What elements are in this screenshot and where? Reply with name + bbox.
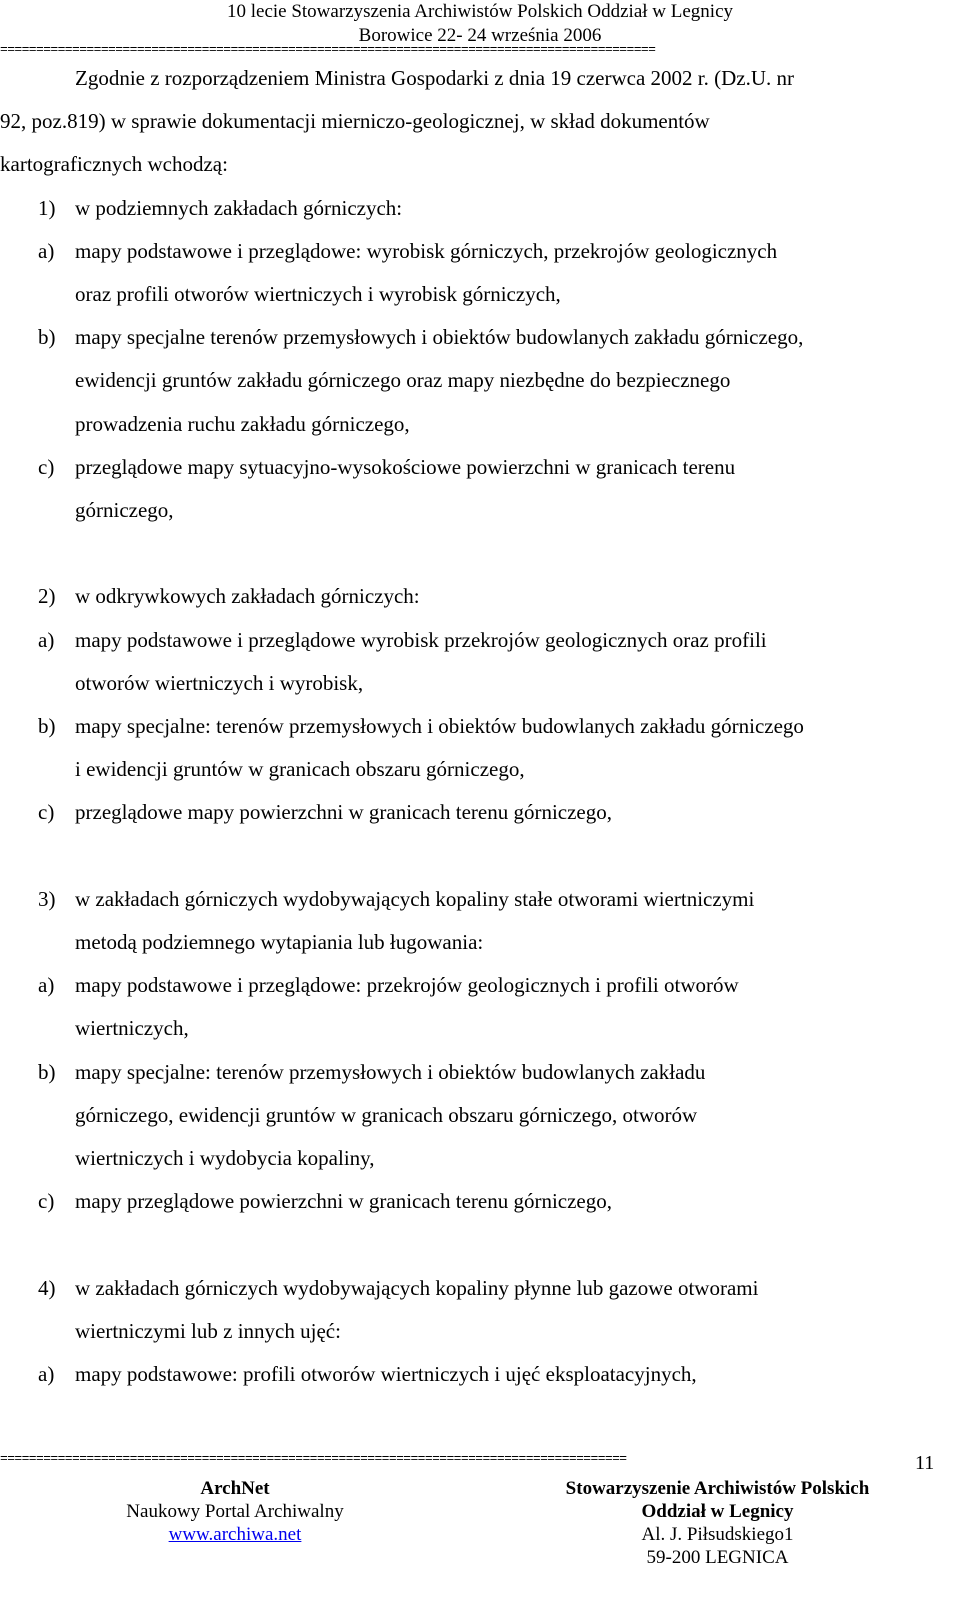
section-title-line: w zakładach górniczych wydobywających kopaliny płynne lub gazowe otworami: [75, 1275, 759, 1300]
list-item-text: otworów wiertniczych i wyrobisk,: [75, 670, 364, 695]
list-item-text: mapy podstawowe i przeglądowe: wyrobisk górniczych, przekrojów geologicznych: [75, 238, 778, 263]
footer-archnet-title: ArchNet: [200, 1478, 270, 1499]
list-item-marker: a): [38, 238, 55, 263]
header-subtitle: Borowice 22- 24 września 2006: [358, 25, 602, 46]
list-item-text: wiertniczych,: [75, 1016, 189, 1041]
section-number: 1): [38, 195, 56, 220]
list-item-marker: c): [38, 800, 55, 825]
list-item-text: mapy podstawowe i przeglądowe: przekrojów geologicznych i profili otworów: [75, 973, 739, 998]
footer-org-name: Stowarzyszenie Archiwistów Polskich: [565, 1478, 870, 1499]
header-title: 10 lecie Stowarzyszenia Archiwistów Polskich Oddział w Legnicy: [226, 1, 733, 22]
list-item-text: wiertniczych i wydobycia kopaliny,: [75, 1146, 375, 1170]
section-title-line: w podziemnych zakładach górniczych:: [75, 195, 403, 220]
footer-archnet-subtitle: Naukowy Portal Archiwalny: [126, 1501, 344, 1522]
header-separator: ===========================================================================================: [0, 44, 656, 56]
list-item-text: ewidencji gruntów zakładu górniczego oraz mapy niezbędne do bezpiecznego: [75, 368, 731, 393]
footer-org-postal: 59-200 LEGNICA: [646, 1547, 789, 1568]
footer-org-address: Al. J. Piłsudskiego1: [641, 1524, 794, 1545]
footer-archnet-link[interactable]: www.archiwa.net: [168, 1524, 302, 1545]
list-item-text: mapy podstawowe: profili otworów wiertniczych i ujęć eksploatacyjnych,: [75, 1362, 697, 1386]
section-title-line: w zakładach górniczych wydobywających kopaliny stałe otworami wiertniczymi: [75, 886, 755, 911]
list-item-text: mapy podstawowe i przeglądowe wyrobisk przekrojów geologicznych oraz profili: [75, 627, 767, 652]
list-item-text: mapy specjalne terenów przemysłowych i obiektów budowlanych zakładu górniczego,: [75, 325, 804, 350]
list-item-marker: a): [38, 973, 55, 998]
section-title-line: wiertniczymi lub z innych ujęć:: [75, 1318, 341, 1343]
list-item-text: mapy specjalne: terenów przemysłowych i obiektów budowlanych zakładu górniczego: [75, 714, 804, 738]
list-item-marker: c): [38, 1189, 55, 1214]
page-number: 11: [915, 1452, 935, 1474]
list-item-marker: c): [38, 454, 55, 479]
section-number: 4): [38, 1275, 56, 1300]
list-item-text: mapy przeglądowe powierzchni w granicach terenu górniczego,: [75, 1189, 613, 1214]
list-item-text: i ewidencji gruntów w granicach obszaru górniczego,: [75, 757, 525, 782]
list-item-marker: b): [38, 1059, 56, 1084]
footer-org-branch: Oddział w Legnicy: [641, 1501, 794, 1522]
intro-line: 92, poz.819) w sprawie dokumentacji mierniczo-geologicznej, w skład dokumentów: [0, 109, 710, 134]
page-header: [0, 0, 960, 56]
intro-line: Zgodnie z rozporządzeniem Ministra Gospodarki z dnia 19 czerwca 2002 r. (Dz.U. nr: [75, 66, 794, 90]
list-item-text: przeglądowe mapy sytuacyjno-wysokościowe powierzchni w granicach terenu: [75, 454, 736, 479]
section-number: 2): [38, 584, 56, 609]
list-item-text: przeglądowe mapy powierzchni w granicach terenu górniczego,: [75, 800, 613, 825]
section-title-line: w odkrywkowych zakładach górniczych:: [75, 584, 420, 609]
list-item-marker: a): [38, 1362, 55, 1386]
footer-left-block: [90, 1477, 380, 1546]
intro-line: kartograficznych wchodzą:: [0, 152, 228, 177]
section-number: 3): [38, 886, 56, 911]
footer-right-block: [540, 1477, 895, 1569]
list-item-text: prowadzenia ruchu zakładu górniczego,: [75, 411, 410, 436]
list-item-text: górniczego, ewidencji gruntów w granicach obszaru górniczego, otworów: [75, 1102, 698, 1127]
list-item-marker: b): [38, 325, 56, 350]
list-item-text: mapy specjalne: terenów przemysłowych i obiektów budowlanych zakładu: [75, 1059, 706, 1084]
list-item-text: oraz profili otworów wiertniczych i wyrobisk górniczych,: [75, 282, 561, 306]
list-item-marker: a): [38, 627, 55, 652]
footer-separator: =======================================================================================: [0, 1453, 627, 1465]
list-item-marker: b): [38, 714, 56, 738]
list-item-text: górniczego,: [75, 498, 174, 522]
section-title-line: metodą podziemnego wytapiania lub ługowania:: [75, 930, 484, 954]
